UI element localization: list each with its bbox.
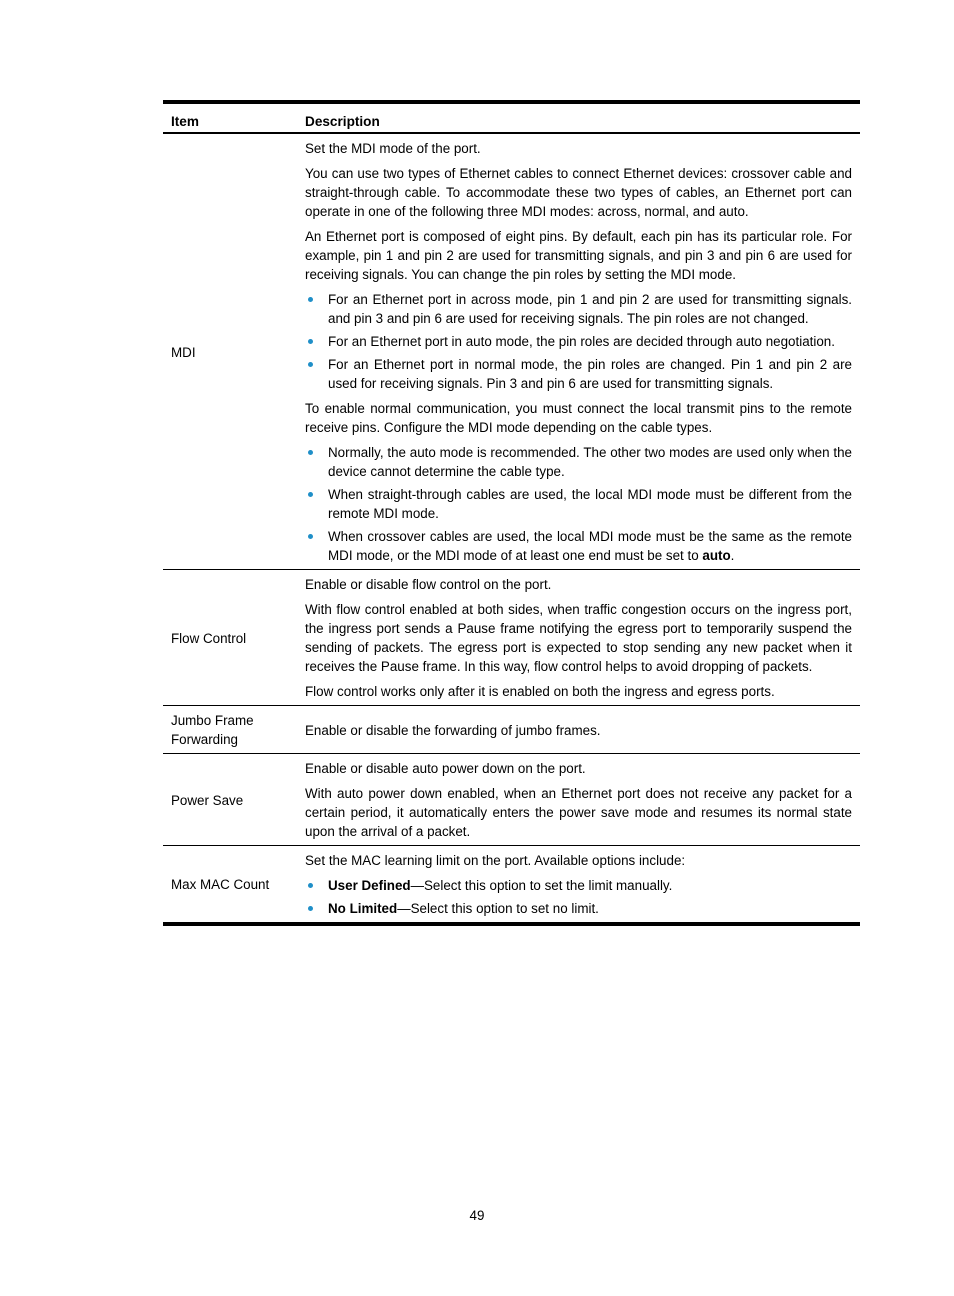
- list-item: No Limited—Select this option to set no limit.: [305, 899, 852, 918]
- table-row-mdi: [163, 133, 860, 570]
- bullet-icon: [308, 883, 313, 888]
- mdi-paragraph: To enable normal communication, you must connect the local transmit pins to the remote receive pins. Configure the MDI mode depending on the cable types.: [305, 401, 852, 435]
- mdi-paragraph: An Ethernet port is composed of eight pins. By default, each pin has its particular role. For example, pin 1 and pin 2 are used for transmitting signals, and pin 3 and pin 6 are used for receiving signals. You can change the pin roles by setting the MDI mode.: [305, 229, 852, 282]
- jumbo-paragraph: Enable or disable the forwarding of jumbo frames.: [305, 722, 601, 738]
- table-row-jumbo: [163, 706, 860, 754]
- mdi-mode-list: [305, 290, 852, 393]
- description-max-mac-count: [297, 846, 860, 925]
- option-name: User Defined: [328, 878, 411, 893]
- description-jumbo-frame: [297, 706, 860, 754]
- page-number: 49: [469, 1208, 485, 1223]
- flow-control-paragraph: With flow control enabled at both sides, when traffic congestion occurs on the ingress port, the ingress port sends a Pause frame notifying the egress port to temporarily suspend the sending of packets. The egress port is expected to stop sending any new packet when it receives the Pause frame. In this way, flow control helps to avoid dropping of packets.: [305, 602, 852, 674]
- header-description: Description: [297, 102, 860, 133]
- max-mac-paragraph: Set the MAC learning limit on the port. Available options include:: [305, 853, 686, 868]
- bullet-icon: [308, 362, 313, 367]
- list-item: When crossover cables are used, the local MDI mode must be the same as the remote MDI mode, or the MDI mode of at least one end must be set to auto.: [305, 527, 852, 565]
- item-flow-control: Flow Control: [163, 570, 297, 706]
- description-mdi: [297, 133, 860, 570]
- mdi-paragraph: Set the MDI mode of the port.: [305, 141, 481, 156]
- parameter-table: [163, 100, 860, 926]
- bullet-icon: [308, 906, 313, 911]
- flow-control-paragraph: Flow control works only after it is enabled on both the ingress and egress ports.: [305, 684, 775, 699]
- header-item: Item: [163, 102, 297, 133]
- table-row-flow-control: [163, 570, 860, 706]
- mdi-paragraph: You can use two types of Ethernet cables to connect Ethernet devices: crossover cable and straight-through cable. To accommodate these two types of cables, an Ethernet port can operate in one of the following three MDI modes: across, normal, and auto.: [305, 166, 852, 219]
- bullet-icon: [308, 297, 313, 302]
- list-item: For an Ethernet port in auto mode, the pin roles are decided through auto negotiation.: [305, 332, 852, 351]
- bullet-icon: [308, 534, 313, 539]
- auto-keyword: auto: [702, 548, 731, 563]
- list-item: For an Ethernet port in across mode, pin 1 and pin 2 are used for transmitting signals. and pin 3 and pin 6 are used for receiving signals. The pin roles are not changed.: [305, 290, 852, 328]
- table-row-power-save: [163, 754, 860, 846]
- list-item: Normally, the auto mode is recommended. The other two modes are used only when the device cannot determine the cable type.: [305, 443, 852, 481]
- description-power-save: [297, 754, 860, 846]
- item-mdi: MDI: [171, 344, 196, 360]
- list-item: When straight-through cables are used, the local MDI mode must be different from the remote MDI mode.: [305, 485, 852, 523]
- bullet-icon: [308, 450, 313, 455]
- max-mac-options-list: [305, 876, 852, 918]
- item-jumbo-frame: Jumbo Frame Forwarding: [163, 706, 297, 754]
- bullet-icon: [308, 492, 313, 497]
- description-flow-control: [297, 570, 860, 706]
- bullet-icon: [308, 339, 313, 344]
- power-save-paragraph: With auto power down enabled, when an Ethernet port does not receive any packet for a certain period, it automatically enters the power save mode and resumes its normal state upon the arrival of a packet.: [305, 786, 852, 839]
- flow-control-paragraph: Enable or disable flow control on the port.: [305, 577, 552, 592]
- list-item: For an Ethernet port in normal mode, the pin roles are changed. Pin 1 and pin 2 are used for receiving signals. Pin 3 and pin 6 are used for transmitting signals.: [305, 355, 852, 393]
- option-name: No Limited: [328, 901, 398, 916]
- mdi-recommendation-list: [305, 443, 852, 565]
- item-power-save: Power Save: [163, 754, 297, 846]
- power-save-paragraph: Enable or disable auto power down on the port.: [305, 761, 586, 776]
- table-header-row: [163, 102, 860, 133]
- table-row-max-mac: [163, 846, 860, 925]
- item-max-mac-count: Max MAC Count: [163, 846, 297, 925]
- parameter-table-container: [163, 100, 860, 926]
- list-item: User Defined—Select this option to set the limit manually.: [305, 876, 852, 895]
